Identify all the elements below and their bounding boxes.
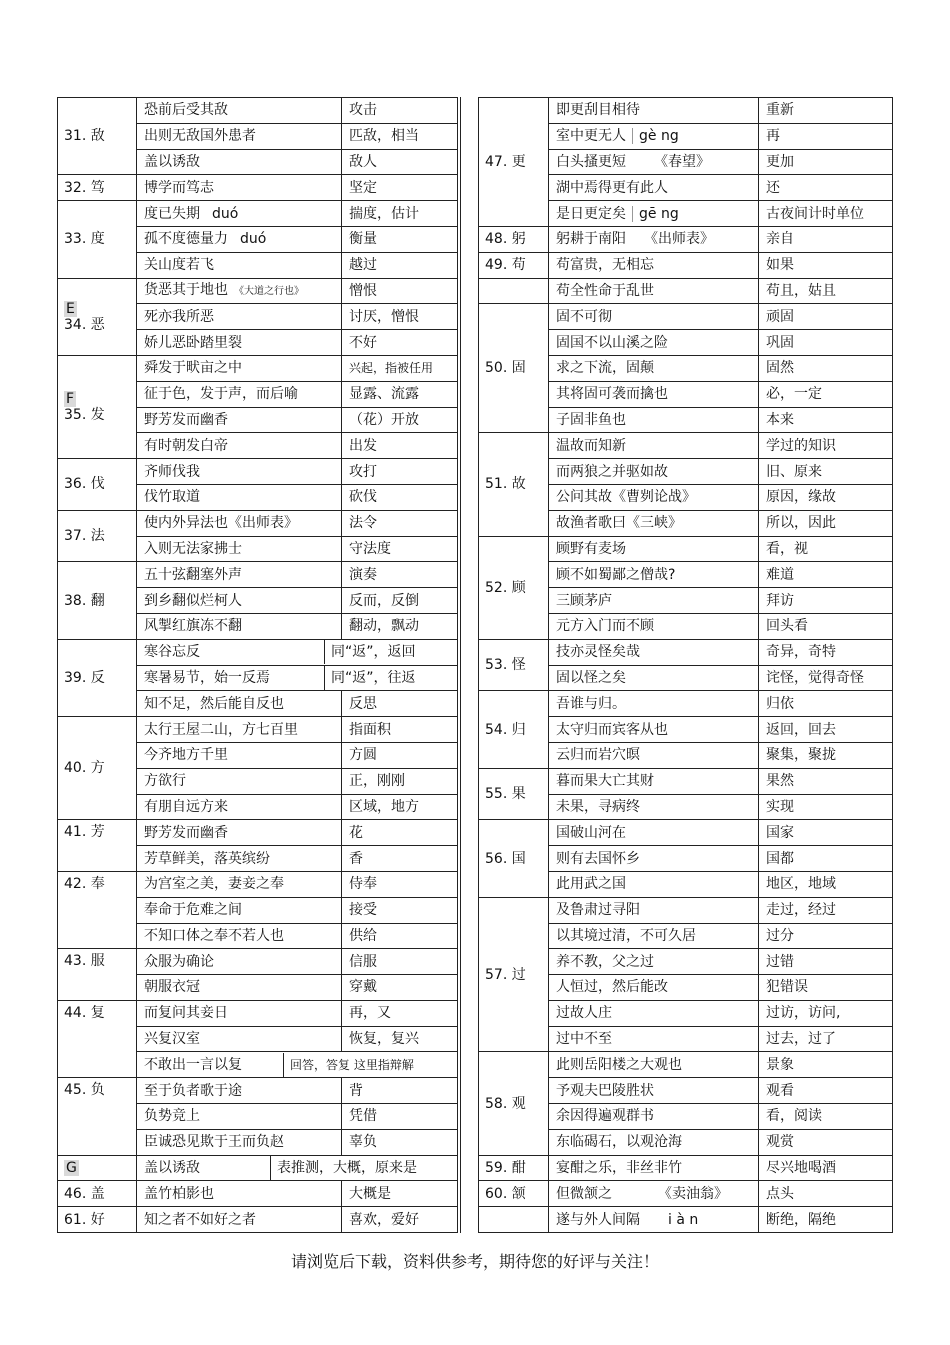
pinyin: duó <box>240 231 267 248</box>
pinyin: gē ng <box>632 206 679 222</box>
meaning: 匹敌，相当 <box>342 123 459 149</box>
example: 元方入门而不顾 <box>549 613 759 639</box>
meaning: 还 <box>759 175 893 201</box>
example: 货恶其于地也 《大道之行也》 <box>137 278 342 304</box>
example: 使内外异法也《出师表》 <box>137 510 342 536</box>
meaning: 辜负 <box>342 1129 459 1155</box>
meaning: 大概是 <box>342 1181 459 1207</box>
meaning: 原因，缘故 <box>759 484 893 510</box>
meaning: 拜访 <box>759 588 893 614</box>
meaning: 供给 <box>342 923 459 949</box>
left-vocab-table <box>57 97 461 1233</box>
meaning: 显露、流露 <box>342 381 459 407</box>
meaning: 断绝，隔绝 <box>759 1207 893 1233</box>
meaning: 反而，反倒 <box>342 588 459 614</box>
meaning: 诧怪，觉得奇怪 <box>759 665 893 691</box>
example-with-meaning: 不敢出一言以复 回答，答复 这里指辩解 <box>137 1052 459 1078</box>
example: 此则岳阳楼之大观也 <box>549 1052 759 1078</box>
meaning: 返回，回去 <box>759 717 893 743</box>
example: 宴酣之乐，非丝非竹 <box>549 1155 759 1181</box>
example: 固以怪之矣 <box>549 665 759 691</box>
meaning: 如果 <box>759 252 893 278</box>
meaning: 必，一定 <box>759 381 893 407</box>
meaning: 固然 <box>759 355 893 381</box>
meaning: 实现 <box>759 794 893 820</box>
example: 太行王屋二山，方七百里 <box>137 717 342 743</box>
example: 关山度若飞 <box>137 252 342 278</box>
example: 伐竹取道 <box>137 484 342 510</box>
meaning: 接受 <box>342 897 459 923</box>
example: 太守归而宾客从也 <box>549 717 759 743</box>
example: 则有去国怀乡 <box>549 846 759 872</box>
head-42: 42. 奉 <box>58 871 137 948</box>
example: 及鲁肃过寻阳 <box>549 897 759 923</box>
meaning: 学过的知识 <box>759 433 893 459</box>
meaning: 演奏 <box>342 562 459 588</box>
example: 湖中焉得更有此人 <box>549 175 759 201</box>
meaning: 归依 <box>759 691 893 717</box>
meaning: 回头看 <box>759 613 893 639</box>
example: 技亦灵怪矣哉 <box>549 639 759 665</box>
meaning: 讨厌，憎恨 <box>342 304 459 330</box>
pinyin: duó <box>212 205 239 222</box>
example: 知之者不如好之者 <box>137 1207 342 1233</box>
meaning: 过去，过了 <box>759 1026 893 1052</box>
meaning: 坚定 <box>342 175 459 201</box>
meaning: 亲自 <box>759 226 893 252</box>
meaning: 出发 <box>342 433 459 459</box>
meaning: 更加 <box>759 149 893 175</box>
meaning: 国家 <box>759 820 893 846</box>
meaning: 香 <box>342 846 459 872</box>
head-55: 55. 果 <box>479 768 549 820</box>
example: 度已失期 duó <box>137 201 342 227</box>
example: 国破山河在 <box>549 820 759 846</box>
meaning: 法令 <box>342 510 459 536</box>
meaning: 兴起，指被任用 <box>342 355 459 381</box>
footer-note: 请浏览后下载，资料供参考，期待您的好评与关注！ <box>290 1252 659 1271</box>
example-with-meaning: 盖以诱敌 表推测，大概，原来是 <box>137 1155 459 1181</box>
meaning: 背 <box>342 1078 459 1104</box>
meaning: 过访，访问, <box>759 1000 893 1026</box>
example: 苟全性命于乱世 <box>549 278 759 304</box>
empty-head <box>479 1207 549 1233</box>
source-note: 《出师表》 <box>644 231 714 248</box>
meaning: 难道 <box>759 562 893 588</box>
head-52: 52. 顾 <box>479 536 549 639</box>
head-43: 43. 服 <box>58 949 137 1001</box>
meaning: 过错 <box>759 949 893 975</box>
example: 野芳发而幽香 <box>137 820 342 846</box>
section-letter-g: G <box>66 1160 77 1177</box>
right-vocab-table <box>478 97 893 1233</box>
meaning: 反思 <box>342 691 459 717</box>
example: 有朋自远方来 <box>137 794 342 820</box>
meaning: 苟且，姑且 <box>759 278 893 304</box>
example: 齐师伐我 <box>137 459 342 485</box>
pinyin: i à n <box>668 1211 699 1228</box>
meaning: 同“返”，往返 <box>324 666 416 690</box>
meaning: 观看 <box>759 1078 893 1104</box>
pinyin: gè ng <box>632 128 679 144</box>
example: 过中不至 <box>549 1026 759 1052</box>
meaning: 同“返”，返回 <box>324 640 416 664</box>
example: 温故而知新 <box>549 433 759 459</box>
example: 为宫室之美，妻妾之奉 <box>137 871 342 897</box>
example: 室中更无人 gè ng <box>549 123 759 149</box>
meaning: 越过 <box>342 252 459 278</box>
section-letter-f: F <box>66 391 75 408</box>
meaning: 走过，经过 <box>759 897 893 923</box>
head-51: 51. 故 <box>479 433 549 536</box>
empty-head <box>479 278 549 304</box>
example: 出则无敌国外患者 <box>137 123 342 149</box>
example: 五十弦翻塞外声 <box>137 562 342 588</box>
meaning: 正，刚刚 <box>342 768 459 794</box>
example: 东临碣石，以观沧海 <box>549 1129 759 1155</box>
example: 征于色，发于声，而后喻 <box>137 381 342 407</box>
meaning: 国都 <box>759 846 893 872</box>
example: 负势竞上 <box>137 1104 342 1130</box>
meaning: 巩固 <box>759 330 893 356</box>
head-49: 49. 苟 <box>479 252 549 278</box>
example: 养不教，父之过 <box>549 949 759 975</box>
meaning: 点头 <box>759 1181 893 1207</box>
meaning: 揣度，估计 <box>342 201 459 227</box>
example: 兴复汉室 <box>137 1026 342 1052</box>
head-57: 57. 过 <box>479 897 549 1052</box>
example: 奉命于危难之间 <box>137 897 342 923</box>
meaning: 重新 <box>759 98 893 124</box>
section-letter-g-cell <box>58 1155 137 1181</box>
meaning: 衡量 <box>342 226 459 252</box>
example: 孤不度德量力 duó <box>137 226 342 252</box>
meaning: 聚集，聚拢 <box>759 742 893 768</box>
example: 苟富贵，无相忘 <box>549 252 759 278</box>
example: 盖以诱敌 <box>137 149 342 175</box>
meaning: 本来 <box>759 407 893 433</box>
meaning: 果然 <box>759 768 893 794</box>
example: 至于负者歌于途 <box>137 1078 342 1104</box>
head-59: 59. 酣 <box>479 1155 549 1181</box>
example: 吾谁与归。 <box>549 691 759 717</box>
example: 风掣红旗冻不翻 <box>137 613 342 639</box>
meaning: 奇异，奇特 <box>759 639 893 665</box>
meaning: （花）开放 <box>342 407 459 433</box>
head-31: 31. 敌 <box>58 98 137 175</box>
example: 过故人庄 <box>549 1000 759 1026</box>
head-56: 56. 国 <box>479 820 549 897</box>
meaning: 花 <box>342 820 459 846</box>
example: 人恒过，然后能改 <box>549 975 759 1001</box>
head-48: 48. 躬 <box>479 226 549 252</box>
head-53: 53. 怪 <box>479 639 549 691</box>
meaning: 再 <box>759 123 893 149</box>
meaning: 穿戴 <box>342 975 459 1001</box>
head-41: 41. 芳 <box>58 820 137 872</box>
source-note: 《卖油翁》 <box>658 1185 728 1202</box>
head-37: 37. 法 <box>58 510 137 562</box>
head-60: 60. 颔 <box>479 1181 549 1207</box>
example: 以其境过清，不可久居 <box>549 923 759 949</box>
meaning: 喜欢，爱好 <box>342 1207 459 1233</box>
example: 固不可彻 <box>549 304 759 330</box>
meaning: 侍奉 <box>342 871 459 897</box>
example: 暮而果大亡其财 <box>549 768 759 794</box>
head-34: E 34. 恶 <box>58 278 137 355</box>
meaning: 表推测，大概，原来是 <box>270 1156 417 1180</box>
example: 公问其故《曹刿论战》 <box>549 484 759 510</box>
example: 娇儿恶卧踏里裂 <box>137 330 342 356</box>
example: 方欲行 <box>137 768 342 794</box>
meaning: 回答，答复 这里指辩解 <box>283 1053 414 1077</box>
example: 舜发于畎亩之中 <box>137 355 342 381</box>
meaning: 憎恨 <box>342 278 459 304</box>
example: 三顾茅庐 <box>549 588 759 614</box>
meaning: 砍伐 <box>342 484 459 510</box>
meaning: 看，阅读 <box>759 1104 893 1130</box>
example: 而复问其妾日 <box>137 1000 342 1026</box>
example: 白头搔更短 《春望》 <box>549 149 759 175</box>
meaning: 凭借 <box>342 1104 459 1130</box>
head-35: F 35. 发 <box>58 355 137 458</box>
example: 求之下流，固颠 <box>549 355 759 381</box>
example: 朝服衣冠 <box>137 975 342 1001</box>
source-note: 《春望》 <box>654 153 710 170</box>
example: 云归而岩穴暝 <box>549 742 759 768</box>
example: 顾野有麦场 <box>549 536 759 562</box>
meaning: 观赏 <box>759 1129 893 1155</box>
meaning: 景象 <box>759 1052 893 1078</box>
head-32: 32. 笃 <box>58 175 137 201</box>
example: 野芳发而幽香 <box>137 407 342 433</box>
example: 顾不如蜀鄙之僧哉? <box>549 562 759 588</box>
section-letter-e: E <box>66 300 75 317</box>
meaning: 恢复，复兴 <box>342 1026 459 1052</box>
meaning: 所以，因此 <box>759 510 893 536</box>
head-58: 58. 观 <box>479 1052 549 1155</box>
example: 不知口体之奉不若人也 <box>137 923 342 949</box>
example-with-meaning: 寒暑易节，始一反焉 同“返”，往返 <box>137 665 459 691</box>
example: 芳草鲜美，落英缤纷 <box>137 846 342 872</box>
meaning: 旧、原来 <box>759 459 893 485</box>
head-61: 61. 好 <box>58 1207 137 1233</box>
meaning: 尽兴地喝酒 <box>759 1155 893 1181</box>
source-note: 《大道之行也》 <box>234 285 304 297</box>
example: 即更刮目相待 <box>549 98 759 124</box>
example: 有时朝发白帝 <box>137 433 342 459</box>
meaning: 攻打 <box>342 459 459 485</box>
head-47: 47. 更 <box>479 98 549 227</box>
example: 予观夫巴陵胜状 <box>549 1078 759 1104</box>
head-40: 40. 方 <box>58 717 137 820</box>
example: 而两狼之并驱如故 <box>549 459 759 485</box>
meaning: 指面积 <box>342 717 459 743</box>
head-54: 54. 归 <box>479 691 549 768</box>
head-45: 45. 负 <box>58 1078 137 1155</box>
example: 躬耕于南阳 《出师表》 <box>549 226 759 252</box>
example: 死亦我所恶 <box>137 304 342 330</box>
meaning: 地区，地域 <box>759 871 893 897</box>
meaning: 古夜间计时单位 <box>759 201 893 227</box>
meaning: 信服 <box>342 949 459 975</box>
example: 遂与外人间隔 i à n <box>549 1207 759 1233</box>
example: 入则无法家拂士 <box>137 536 342 562</box>
meaning: 区域，地方 <box>342 794 459 820</box>
meaning: 敌人 <box>342 149 459 175</box>
meaning: 顽固 <box>759 304 893 330</box>
example: 余因得遍观群书 <box>549 1104 759 1130</box>
example: 是日更定矣 gē ng <box>549 201 759 227</box>
example: 知不足，然后能自反也 <box>137 691 342 717</box>
example: 臣诚恐见欺于王而负赵 <box>137 1129 342 1155</box>
head-38: 38. 翻 <box>58 562 137 639</box>
example: 子固非鱼也 <box>549 407 759 433</box>
meaning: 犯错误 <box>759 975 893 1001</box>
example: 盖竹柏影也 <box>137 1181 342 1207</box>
meaning: 再，又 <box>342 1000 459 1026</box>
head-44: 44. 复 <box>58 1000 137 1077</box>
head-39: 39. 反 <box>58 639 137 716</box>
head-33: 33. 度 <box>58 201 137 278</box>
example-with-meaning: 寒谷忘反 同“返”，返回 <box>137 639 459 665</box>
example: 博学而笃志 <box>137 175 342 201</box>
example: 但微颔之 《卖油翁》 <box>549 1181 759 1207</box>
head-36: 36. 伐 <box>58 459 137 511</box>
example: 众服为确论 <box>137 949 342 975</box>
meaning: 过分 <box>759 923 893 949</box>
meaning: 方圆 <box>342 742 459 768</box>
meaning: 不好 <box>342 330 459 356</box>
head-46: 46. 盖 <box>58 1181 137 1207</box>
example: 其将固可袭而擒也 <box>549 381 759 407</box>
example: 固国不以山溪之险 <box>549 330 759 356</box>
example: 到乡翻似烂柯人 <box>137 588 342 614</box>
example: 恐前后受其敌 <box>137 98 342 124</box>
example: 未果，寻病终 <box>549 794 759 820</box>
example: 此用武之国 <box>549 871 759 897</box>
meaning: 看，视 <box>759 536 893 562</box>
example: 故渔者歌曰《三峡》 <box>549 510 759 536</box>
head-50: 50. 固 <box>479 304 549 433</box>
meaning: 攻击 <box>342 98 459 124</box>
meaning: 守法度 <box>342 536 459 562</box>
example: 今齐地方千里 <box>137 742 342 768</box>
meaning: 翻动，飘动 <box>342 613 459 639</box>
